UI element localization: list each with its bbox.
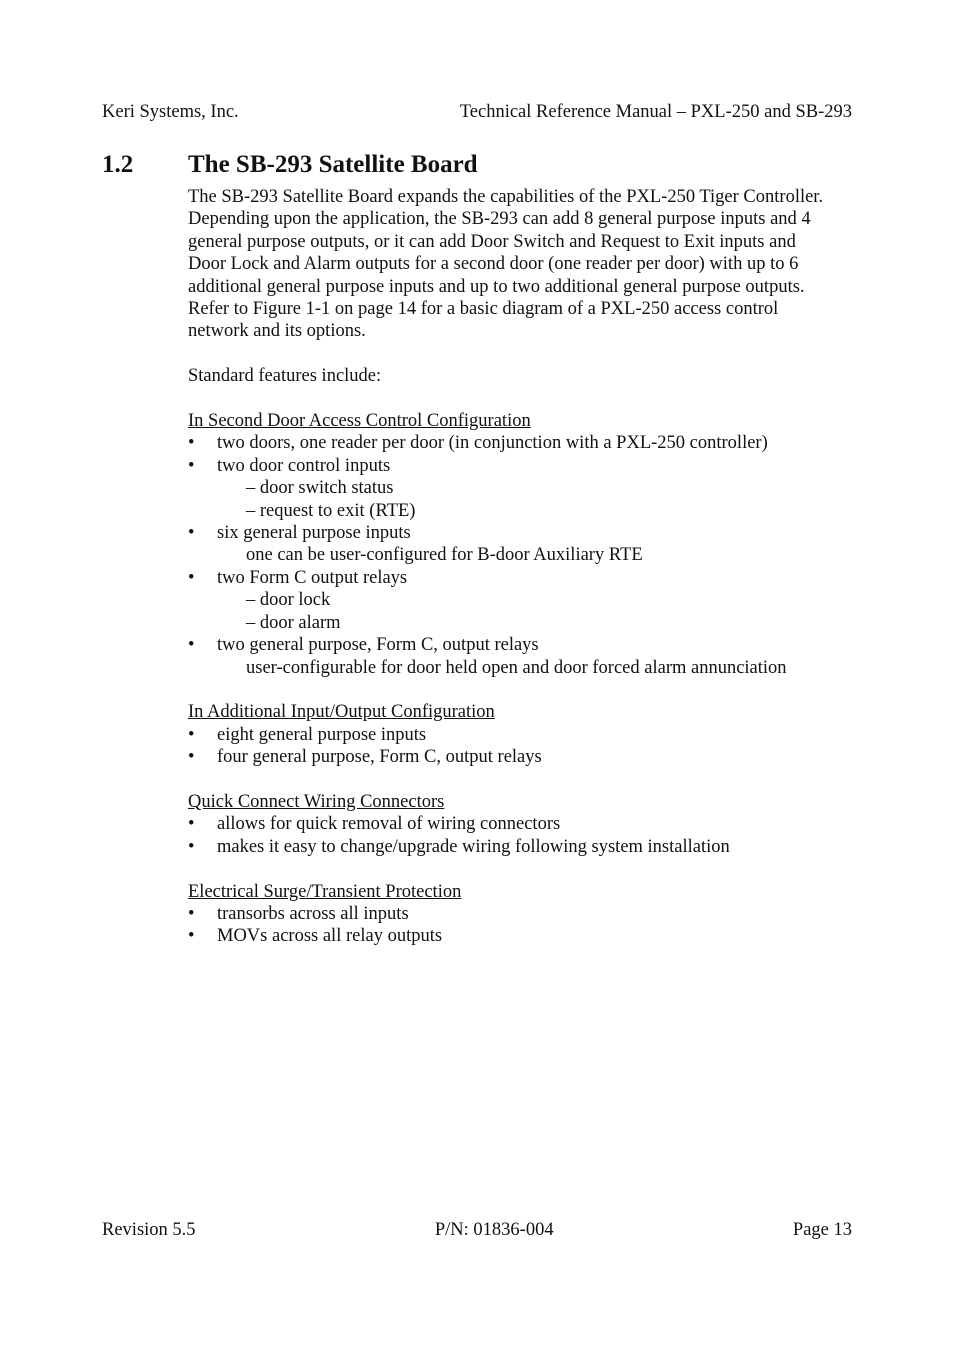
list-item: • two general purpose, Form C, output relays <box>188 635 539 656</box>
list-item: • four general purpose, Form C, output relays <box>188 747 542 768</box>
header-company: Keri Systems, Inc. <box>102 102 239 122</box>
intro-line: The SB-293 Satellite Board expands the capabilities of the PXL-250 Tiger Controller. <box>188 187 824 207</box>
footer-page-number: Page 13 <box>792 1220 852 1240</box>
intro-paragraph <box>188 186 858 343</box>
bullet: • <box>188 926 195 947</box>
intro-line: Depending upon the application, the SB-293 can add 8 general purpose inputs and 4 <box>188 209 811 230</box>
feature-group-surge-protection <box>188 881 858 948</box>
section-body <box>188 186 858 948</box>
bullet: • <box>188 903 195 924</box>
bullet: • <box>188 455 195 476</box>
sub-item: – door alarm <box>246 612 341 633</box>
footer-part-number: P/N: 01836-004 <box>434 1220 554 1240</box>
list-item: • six general purpose inputs <box>188 523 411 544</box>
group-heading: Quick Connect Wiring Connectors <box>188 791 445 812</box>
group-heading: In Additional Input/Output Configuration <box>188 702 495 723</box>
bullet: • <box>188 433 195 454</box>
list-item: • transorbs across all inputs <box>188 903 409 924</box>
group-heading: In Second Door Access Control Configuration <box>188 411 531 432</box>
footer-revision: Revision 5.5 <box>102 1220 196 1240</box>
intro-line: general purpose outputs, or it can add Door Switch and Request to Exit inputs and <box>188 231 796 252</box>
sub-item: – door lock <box>246 590 331 611</box>
section-heading <box>102 150 478 180</box>
bullet: • <box>188 724 195 745</box>
list-item: • MOVs across all relay outputs <box>188 926 443 947</box>
group-heading: Electrical Surge/Transient Protection <box>188 881 462 902</box>
sub-item: – request to exit (RTE) <box>246 500 416 521</box>
list-item: • makes it easy to change/upgrade wiring following system installation <box>188 836 730 857</box>
section-title: The SB-293 Satellite Board <box>188 151 478 178</box>
bullet: • <box>188 635 195 656</box>
features-intro: Standard features include: <box>188 366 382 387</box>
list-item: • two door control inputs <box>188 455 391 476</box>
feature-group-additional-io <box>188 701 858 768</box>
bullet: • <box>188 814 195 835</box>
bullet: • <box>188 567 195 588</box>
bullet: • <box>188 523 195 544</box>
intro-line: network and its options. <box>188 321 366 342</box>
page-header <box>102 101 852 123</box>
feature-group-quick-connect <box>188 791 858 858</box>
intro-line: Refer to Figure 1-1 on page 14 for a basic diagram of a PXL-250 access control <box>188 299 779 320</box>
page-footer <box>102 1219 852 1241</box>
sub-item: user-configurable for door held open and door forced alarm annunciation <box>246 657 787 678</box>
bullet: • <box>188 836 195 857</box>
header-manual-title: Technical Reference Manual – PXL-250 and SB-293 <box>459 102 852 122</box>
section-number: 1.2 <box>102 151 134 178</box>
feature-group-second-door <box>188 410 858 679</box>
sub-item: one can be user-configured for B-door Auxiliary RTE <box>246 545 643 566</box>
list-item: • two doors, one reader per door (in conjunction with a PXL-250 controller) <box>188 433 768 454</box>
bullet: • <box>188 747 195 768</box>
list-item: • eight general purpose inputs <box>188 724 427 745</box>
intro-line: additional general purpose inputs and up to two additional general purpose outputs. <box>188 276 805 297</box>
sub-item: – door switch status <box>246 478 394 499</box>
list-item: • two Form C output relays <box>188 567 408 588</box>
intro-line: Door Lock and Alarm outputs for a second door (one reader per door) with up to 6 <box>188 254 799 275</box>
list-item: • allows for quick removal of wiring connectors <box>188 814 561 835</box>
